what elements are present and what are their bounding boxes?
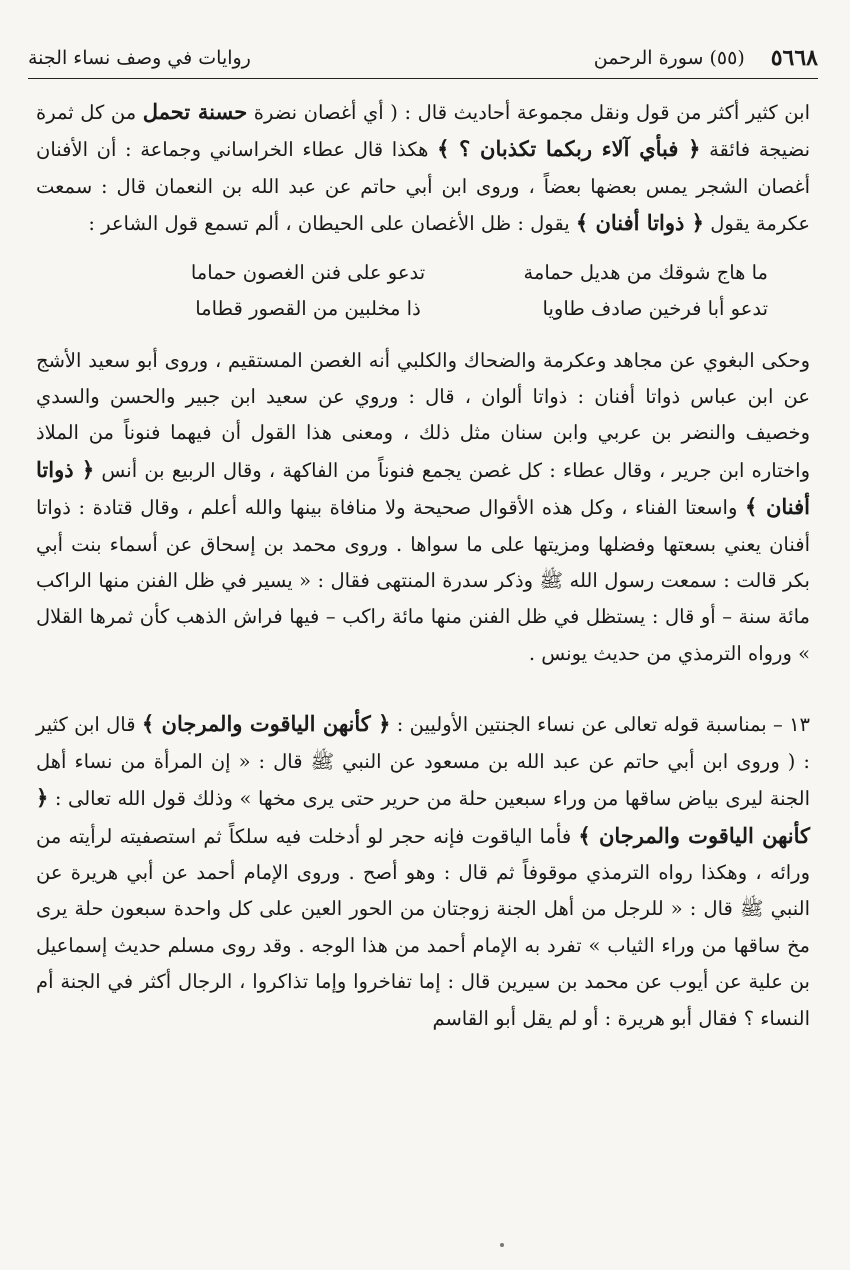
- surah-title: (٥٥) سورة الرحمن: [593, 47, 745, 69]
- poem-line: [36, 291, 810, 327]
- quran-verse: ﴿ كأنهن الياقوت والمرجان ﴾: [36, 785, 810, 848]
- quran-verse: ﴿ ذواتا أفنان ﴾: [575, 210, 704, 236]
- page-number: ٥٦٦٨: [770, 45, 818, 71]
- poem-line: [36, 255, 810, 291]
- poem-hemistich-first: ما هاج شوقك من هديل حمامة: [523, 260, 768, 284]
- header-rule: [28, 78, 818, 79]
- bold-phrase: حسنة تحمل: [142, 99, 248, 124]
- paragraph-gap: [36, 672, 810, 706]
- text-run: قال ابن كثير : ( وروى ابن أبي حاتم عن عبد الله بن مسعود عن النبي ﷺ قال : « إن المرأة من نساء أهل الجنة ليرى بياض ساقها من وراء سبعين حلة من حرير حتى يرى مخها » وذلك قول الله تعالى :: [36, 713, 810, 811]
- paragraph-3: [36, 706, 810, 1037]
- quran-verse: ﴿ فبأي آلاء ربكما تكذبان ؟ ﴾: [437, 136, 701, 162]
- text-run: فأما الياقوت فإنه حجر لو أدخلت فيه سلكاً ثم استصفيته لرأيته من ورائه ، وهكذا رواه الترمذي موقوفاً ثم قال : وهو أصح . وروى الإمام أحمد عن أبي هريرة عن النبي ﷺ قال : « للرجل من أهل الجنة زوجتان من الحور العين على كل واحدة سبعون حلة يرى مخ ساقها من وراء الثياب » تفرد به الإمام أحمد من هذا الوجه . وقد روى مسلم حديث إسماعيل بن علية عن أيوب عن محمد بن سيرين قال : إما تفاخروا وإما تذاكروا ، الرجال أكثر في الجنة أم النساء ؟ فقال أبو هريرة : أو لم يقل أبو القاسم: [36, 824, 810, 1030]
- poem-hemistich-second: تدعو على فنن الغصون حماما: [190, 260, 426, 284]
- paragraph-2: [36, 343, 810, 673]
- poem-hemistich-second: ذا مخلبين من القصور قطاما: [195, 296, 421, 320]
- quran-verse: ﴿ ذواتا أفنان ﴾: [36, 456, 810, 520]
- text-run: من كل ثمرة نضيجة فائقة: [36, 101, 811, 162]
- poem: [36, 255, 810, 327]
- text-run: يقول : ظل الأغصان على الحيطان ، ألم تسمع قول الشاعر :: [88, 212, 576, 236]
- text-run: واسعتا الفناء ، وكل هذه الأقوال صحيحة ولا منافاة بينها والله أعلم ، وقال قتادة : ذواتا أفنان يعني بسعتها وفضلها ومزيتها على ما سواها . وروى محمد بن إسحاق عن أسماء بنت أبي بكر قالت : سمعت رسول الله ﷺ وذكر سدرة المنتهى فقال : « يسير في ظل الفنن منها الراكب مائة سنة – أو قال : يستظل في ظل الفنن منها مائة راكب – فيها فراش الذهب كأن ثمرها القلال » ورواه الترمذي من حديث يونس .: [36, 496, 810, 665]
- text-run: هكذا قال عطاء الخراساني وجماعة : أن الأفنان أغصان الشجر يمس بعضها بعضاً ، وروى ابن أبي حاتم عن عبد الله بن النعمان قال : سمعت عكرمة يقول: [36, 138, 810, 236]
- page-header: [28, 38, 818, 78]
- paragraph-1: [36, 94, 810, 243]
- text-run: ابن كثير أكثر من قول ونقل مجموعة أحاديث قال : ( أي أغصان نضرة: [247, 101, 810, 124]
- poem-hemistich-first: تدعو أبا فرخين صادف طاويا: [542, 296, 768, 320]
- quran-verse: ﴿ كأنهن الياقوت والمرجان ﴾: [141, 711, 391, 737]
- header-right-group: [594, 45, 818, 71]
- text-run: ١٣ – بمناسبة قوله تعالى عن نساء الجنتين الأوليين :: [390, 713, 811, 737]
- body-text: [36, 94, 810, 1037]
- running-title: روايات في وصف نساء الجنة: [28, 47, 251, 69]
- print-speck: [500, 1243, 504, 1247]
- text-run: وحكى البغوي عن مجاهد وعكرمة والضحاك والكلبي أنه الغصن المستقيم ، وروى أبو سعيد الأشج عن ابن عباس ذواتا أفنان : ذواتا ألوان ، قال : وروي عن سعيد ابن جبير والحسن والسدي وخصيف والنضر بن عربي وابن سنان مثل ذلك ، ومعنى هذا القول أن فيهما فنوناً من الملاذ واختاره ابن جرير ، وقال عطاء : كل غصن يجمع فنوناً من الفاكهة ، وقال الربيع بن أنس: [36, 348, 810, 482]
